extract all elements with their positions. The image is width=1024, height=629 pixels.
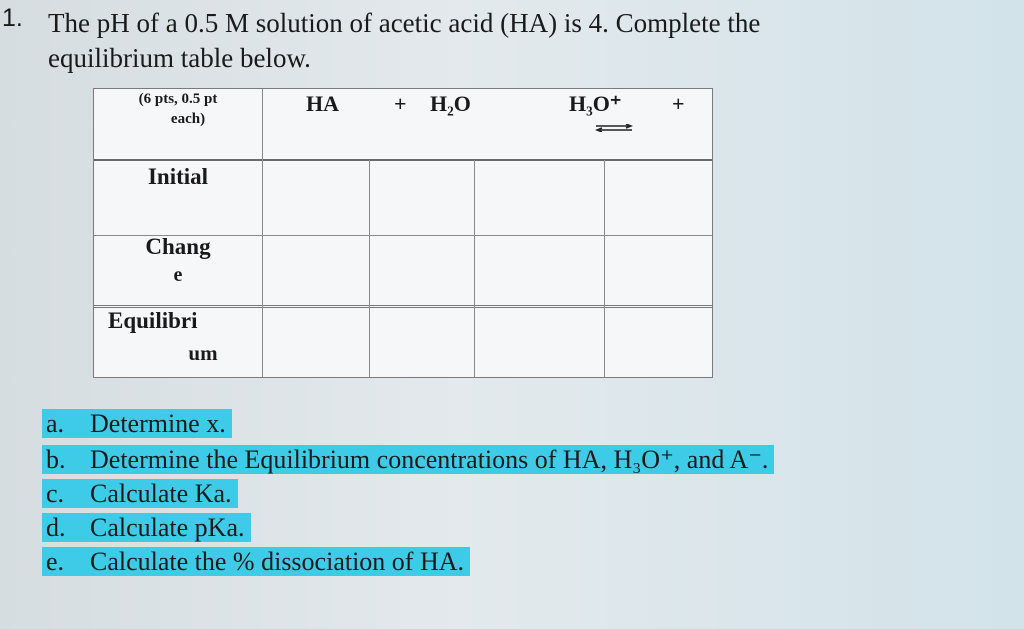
part-b — [42, 443, 774, 477]
equilibrium-table — [93, 88, 713, 378]
row-label-change-2: e — [173, 264, 183, 286]
question-line-1: The pH of a 0.5 M solution of acetic acid (HA) is 4. Complete the — [48, 8, 761, 38]
part-text: Calculate pKa. — [90, 513, 245, 542]
question-text — [48, 6, 948, 76]
row-label-equilibrium-2: um — [188, 341, 218, 365]
part-label: d. — [46, 513, 66, 542]
header-h2o: H₂O — [430, 91, 471, 116]
row-label-initial: Initial — [147, 164, 209, 189]
part-d — [42, 511, 251, 545]
question-line-2: equilibrium table below. — [48, 43, 311, 73]
table-col-divider — [369, 160, 370, 377]
table-col-divider — [604, 160, 605, 377]
part-label: b. — [46, 445, 66, 474]
part-text: Calculate Ka. — [90, 479, 232, 508]
part-label: c. — [46, 479, 65, 508]
corner-line-2: each) — [170, 111, 206, 127]
row-label-equilibrium — [94, 305, 262, 369]
table-col-divider — [262, 89, 263, 377]
header-ha: HA — [306, 91, 339, 116]
header-plus: + — [394, 91, 407, 116]
row-label-change — [94, 233, 262, 289]
part-text: Determine x. — [90, 409, 226, 438]
part-label: a. — [46, 409, 65, 438]
equilibrium-arrow-icon — [594, 119, 634, 127]
part-c — [42, 477, 238, 511]
table-col-divider — [474, 160, 475, 377]
part-label: e. — [46, 547, 65, 576]
header-h3o: H₃O⁺ — [569, 91, 622, 116]
corner-line-1: (6 pts, 0.5 pt — [138, 91, 218, 107]
header-plus-2: + — [672, 91, 685, 116]
part-e — [42, 545, 470, 579]
row-label-equilibrium-1: Equilibri — [108, 308, 198, 333]
row-label-change-1: Chang — [145, 234, 211, 259]
part-text: Calculate the % dissociation of HA. — [90, 547, 465, 576]
question-number: 1. — [2, 4, 23, 32]
part-text: Determine the Equilibrium concentrations of HA, H₃O⁺, and A⁻. — [90, 445, 769, 474]
part-a — [42, 407, 232, 441]
table-corner-note — [94, 89, 262, 129]
